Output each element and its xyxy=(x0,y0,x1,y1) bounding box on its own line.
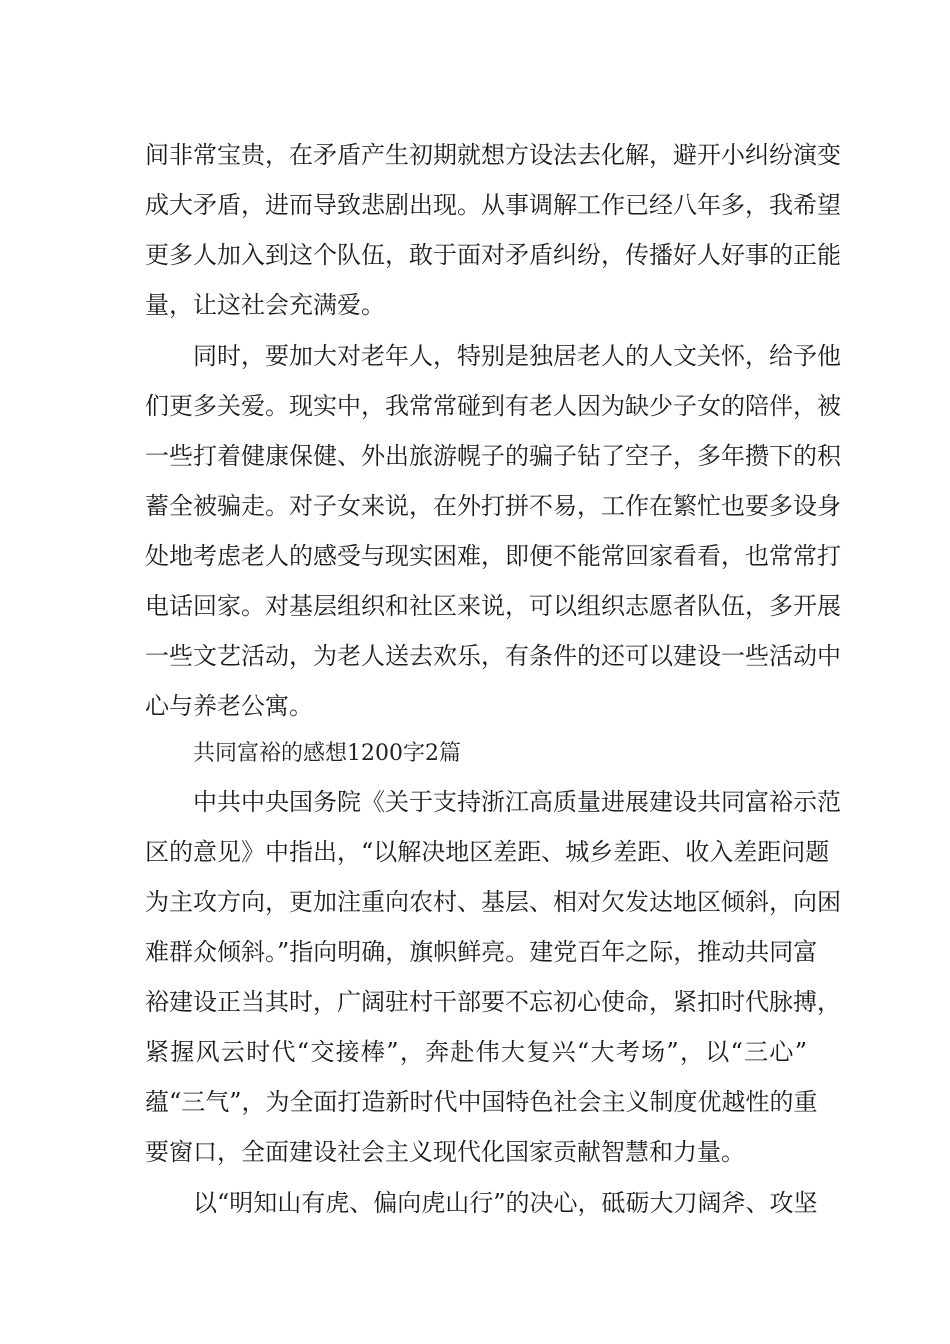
paragraph-line: 蓄全被骗走。对子女来说，在外打拼不易，工作在繁忙也要多设身 xyxy=(145,492,841,520)
paragraph-line: 以“明知山有虎、偏向虎山行”的决心，砥砺大刀阔斧、攻坚 xyxy=(193,1189,818,1217)
paragraph-line: 一些文艺活动，为老人送去欢乐，有条件的还可以建设一些活动中 xyxy=(145,642,841,670)
paragraph-line: 区的意见》中指出，“以解决地区差距、城乡差距、收入差距问题 xyxy=(145,838,830,866)
paragraph-line: 一些打着健康保健、外出旅游幌子的骗子钻了空子，多年攒下的积 xyxy=(145,442,841,470)
paragraph-line: 中共中央国务院《关于支持浙江高质量进展建设共同富裕示范 xyxy=(193,788,841,816)
paragraph-line: 心与养老公寓。 xyxy=(145,692,313,720)
paragraph-line: 蕴“三气”，为全面打造新时代中国特色社会主义制度优越性的重 xyxy=(145,1088,818,1116)
paragraph-line: 们更多关爱。现实中，我常常碰到有老人因为缺少子女的陪伴，被 xyxy=(145,392,841,420)
paragraph-line: 间非常宝贵，在矛盾产生初期就想方设法去化解，避开小纠纷演变 xyxy=(145,141,841,169)
paragraph-line: 同时，要加大对老年人，特别是独居老人的人文关怀，给予他 xyxy=(193,342,841,370)
paragraph-line: 为主攻方向，更加注重向农村、基层、相对欠发达地区倾斜，向困 xyxy=(145,888,841,916)
paragraph-line: 处地考虑老人的感受与现实困难，即便不能常回家看看，也常常打 xyxy=(145,542,841,570)
paragraph-line: 更多人加入到这个队伍，敢于面对矛盾纠纷，传播好人好事的正能 xyxy=(145,241,841,269)
paragraph-line: 电话回家。对基层组织和社区来说，可以组织志愿者队伍，多开展 xyxy=(145,592,841,620)
paragraph-line: 成大矛盾，进而导致悲剧出现。从事调解工作已经八年多，我希望 xyxy=(145,191,841,219)
paragraph-line: 裕建设正当其时，广阔驻村干部要不忘初心使命，紧扣时代脉搏， xyxy=(145,988,841,1016)
section-heading: 共同富裕的感想1200字2篇 xyxy=(193,741,461,766)
paragraph-line: 紧握风云时代“交接棒”，奔赴伟大复兴“大考场”，以“三心” xyxy=(145,1038,807,1066)
paragraph-line: 量，让这社会充满爱。 xyxy=(145,291,385,319)
paragraph-line: 难群众倾斜。”指向明确，旗帜鲜亮。建党百年之际，推动共同富 xyxy=(145,938,818,966)
paragraph-line: 要窗口，全面建设社会主义现代化国家贡献智慧和力量。 xyxy=(145,1138,745,1166)
